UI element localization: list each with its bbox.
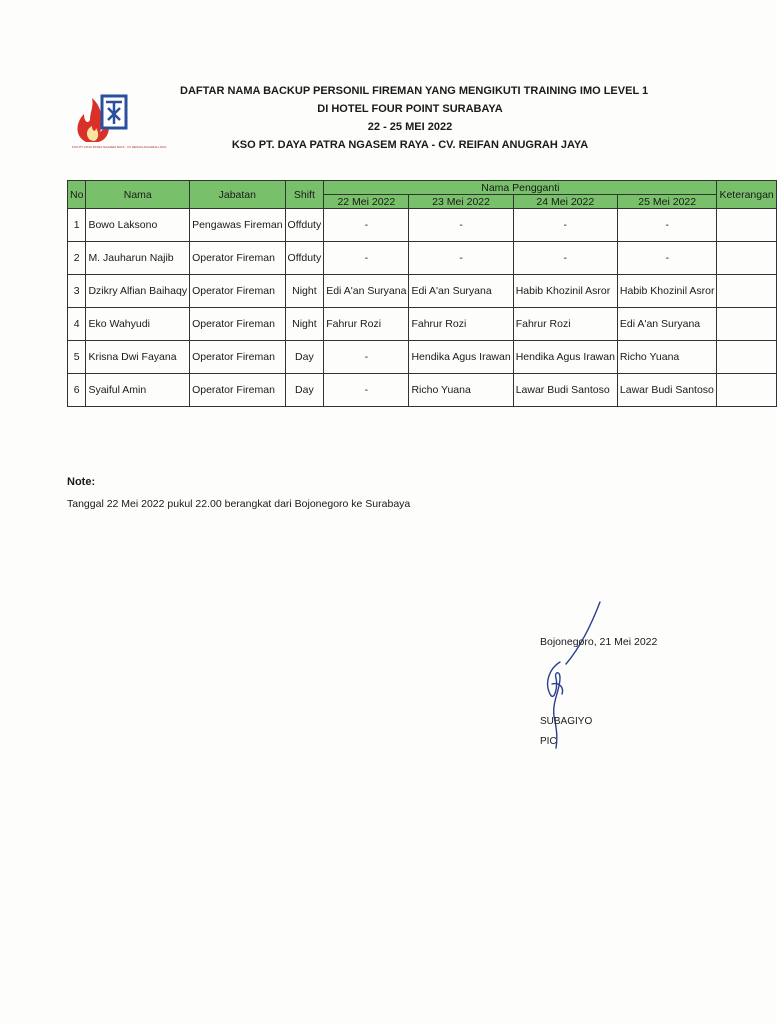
- header-date: 22 Mei 2022: [324, 195, 409, 209]
- cell-replacement: Hendika Agus Irawan: [409, 341, 513, 374]
- cell-replacement: -: [324, 341, 409, 374]
- table-row: [68, 374, 777, 407]
- cell-shift: Day: [285, 341, 324, 374]
- cell-keterangan: [717, 374, 776, 407]
- note-title: Note:: [67, 476, 96, 488]
- cell-jabatan: Operator Fireman: [190, 242, 285, 275]
- cell-shift: Offduty: [285, 209, 324, 242]
- table-row: [68, 275, 777, 308]
- heading-line-1: DAFTAR NAMA BACKUP PERSONIL FIREMAN YANG MENGIKUTI TRAINING IMO LEVEL 1: [180, 85, 649, 97]
- cell-keterangan: [717, 275, 776, 308]
- company-logo: [72, 92, 167, 152]
- cell-replacement: Fahrur Rozi: [409, 308, 513, 341]
- cell-replacement: Lawar Budi Santoso: [513, 374, 617, 407]
- cell-shift: Day: [285, 374, 324, 407]
- signatory-role: PIC: [540, 736, 557, 747]
- signatory-name: SUBAGIYO: [540, 716, 593, 727]
- cell-replacement: -: [617, 242, 717, 275]
- cell-replacement: -: [409, 209, 513, 242]
- cell-replacement: -: [409, 242, 513, 275]
- header-jabatan: Jabatan: [190, 181, 285, 209]
- cell-nama: Krisna Dwi Fayana: [86, 341, 190, 374]
- header-date: 24 Mei 2022: [513, 195, 617, 209]
- cell-nama: M. Jauharun Najib: [86, 242, 190, 275]
- header-nama-pengganti: Nama Pengganti: [324, 181, 717, 195]
- header-no: No: [68, 181, 86, 209]
- cell-no: 2: [68, 242, 86, 275]
- heading-line-4: KSO PT. DAYA PATRA NGASEM RAYA - CV. REIFAN ANUGRAH JAYA: [231, 139, 589, 151]
- cell-nama: Syaiful Amin: [86, 374, 190, 407]
- cell-no: 3: [68, 275, 86, 308]
- heading-line-2: DI HOTEL FOUR POINT SURABAYA: [317, 103, 503, 115]
- cell-replacement: Fahrur Rozi: [324, 308, 409, 341]
- cell-no: 1: [68, 209, 86, 242]
- document-heading: [180, 82, 649, 154]
- cell-replacement: Richo Yuana: [617, 341, 717, 374]
- cell-replacement: Richo Yuana: [409, 374, 513, 407]
- cell-nama: Bowo Laksono: [86, 209, 190, 242]
- cell-replacement: Habib Khozinil Asror: [617, 275, 717, 308]
- logo-caption: KSO PT. DAYA PATRA NGASEM RAYA - CV REIFAN ANUGRAH JAYA: [72, 145, 167, 149]
- cell-replacement: -: [324, 209, 409, 242]
- table-row: [68, 308, 777, 341]
- table-row: [68, 242, 777, 275]
- cell-replacement: -: [617, 209, 717, 242]
- cell-jabatan: Operator Fireman: [190, 374, 285, 407]
- header-nama: Nama: [86, 181, 190, 209]
- handwritten-signature: [530, 598, 620, 758]
- cell-keterangan: [717, 209, 776, 242]
- cell-no: 6: [68, 374, 86, 407]
- header-date: 23 Mei 2022: [409, 195, 513, 209]
- cell-replacement: Edi A'an Suryana: [409, 275, 513, 308]
- cell-replacement: -: [324, 374, 409, 407]
- cell-replacement: Hendika Agus Irawan: [513, 341, 617, 374]
- backup-personnel-table: [67, 180, 777, 407]
- cell-replacement: Habib Khozinil Asror: [513, 275, 617, 308]
- cell-shift: Offduty: [285, 242, 324, 275]
- header-keterangan: Keterangan: [717, 181, 776, 209]
- signature-place-date: Bojonegoro, 21 Mei 2022: [540, 636, 658, 648]
- cell-jabatan: Operator Fireman: [190, 275, 285, 308]
- table-row: [68, 209, 777, 242]
- cell-replacement: Edi A'an Suryana: [617, 308, 717, 341]
- cell-replacement: -: [513, 242, 617, 275]
- cell-replacement: -: [513, 209, 617, 242]
- note-text: Tanggal 22 Mei 2022 pukul 22.00 berangkat dari Bojonegoro ke Surabaya: [67, 498, 411, 510]
- cell-no: 4: [68, 308, 86, 341]
- cell-nama: Eko Wahyudi: [86, 308, 190, 341]
- header-date: 25 Mei 2022: [617, 195, 717, 209]
- header-shift: Shift: [285, 181, 324, 209]
- cell-shift: Night: [285, 308, 324, 341]
- cell-keterangan: [717, 242, 776, 275]
- cell-shift: Night: [285, 275, 324, 308]
- table-row: [68, 341, 777, 374]
- cell-replacement: Edi A'an Suryana: [324, 275, 409, 308]
- cell-jabatan: Pengawas Fireman: [190, 209, 285, 242]
- cell-keterangan: [717, 308, 776, 341]
- cell-replacement: Lawar Budi Santoso: [617, 374, 717, 407]
- cell-jabatan: Operator Fireman: [190, 341, 285, 374]
- cell-replacement: -: [324, 242, 409, 275]
- cell-jabatan: Operator Fireman: [190, 308, 285, 341]
- cell-keterangan: [717, 341, 776, 374]
- cell-replacement: Fahrur Rozi: [513, 308, 617, 341]
- heading-line-3: 22 - 25 MEI 2022: [367, 121, 453, 133]
- cell-nama: Dzikry Alfian Baihaqy: [86, 275, 190, 308]
- cell-no: 5: [68, 341, 86, 374]
